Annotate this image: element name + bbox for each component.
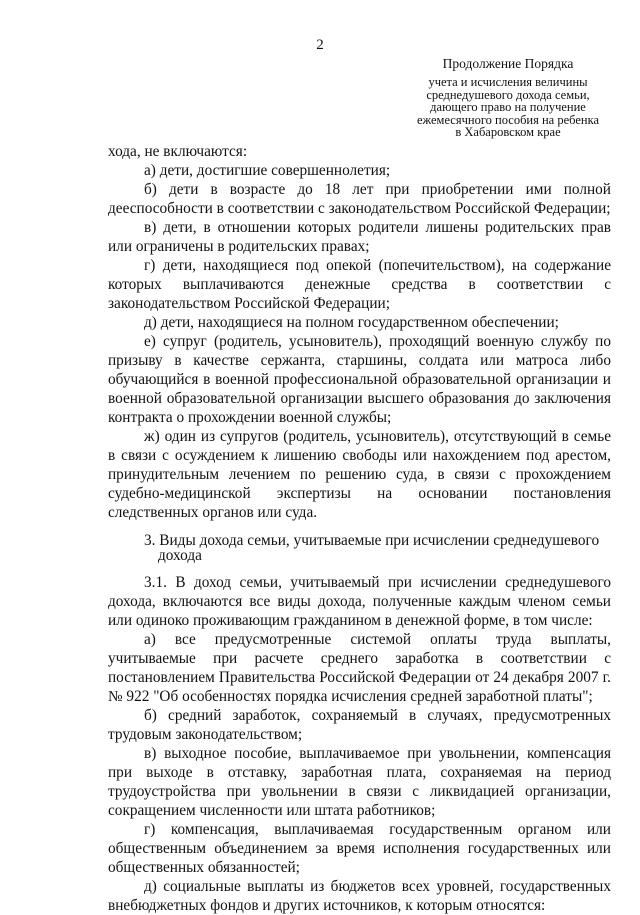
document-body bbox=[108, 142, 611, 915]
header-line: в Хабаровском крае bbox=[455, 125, 561, 139]
paragraph: г) дети, находящиеся под опекой (попечительством), на содержание которых выплачиваются денежные средства в соответствии с законодательством Российской Федерации; bbox=[108, 257, 611, 312]
paragraph: хода, не включаются: bbox=[108, 143, 248, 160]
header-line: среднедушевого дохода семьи, bbox=[426, 87, 590, 102]
section-heading bbox=[108, 533, 611, 563]
paragraph: а) все предусмотренные системой оплаты труда выплаты, учитываемые при расчете среднего заработка в соответствии с постановлением Правительства Российской Федерации от 24 декабря 2007 г. № 922 "Об особенностях порядка исчисления средней заработной платы"; bbox=[108, 631, 611, 705]
paragraph: в) дети, в отношении которых родители лишены родительских прав или ограничены в родительских правах; bbox=[108, 219, 611, 255]
section-heading-line: дохода bbox=[158, 547, 202, 564]
paragraph: а) дети, достигшие совершеннолетия; bbox=[144, 162, 391, 179]
paragraph: д) социальные выплаты из бюджетов всех уровней, государственных внебюджетных фондов и других источников, к которым относятся: bbox=[108, 878, 611, 914]
document-header bbox=[410, 56, 606, 139]
paragraph: 3.1. В доход семьи, учитываемый при исчислении среднедушевого дохода, включаются все виды дохода, полученные каждым членом семьи или одиноко проживающим гражданином в денежной форме, в том числе: bbox=[108, 574, 611, 629]
section-heading-line: 3. Виды дохода семьи, учитываемые при исчислении среднедушевого bbox=[144, 532, 600, 549]
paragraph: в) выходное пособие, выплачиваемое при увольнении, компенсация при выходе в отставку, заработная плата, сохраняемая на период трудоустройства при увольнении в связи с ликвидацией организации, сокращением численности или штата работников; bbox=[108, 745, 611, 819]
header-lines bbox=[410, 76, 606, 139]
paragraph: б) средний заработок, сохраняемый в случаях, предусмотренных трудовым законодательством; bbox=[108, 707, 611, 743]
paragraph: б) дети в возрасте до 18 лет при приобретении ими полной дееспособности в соответствии с законодательством Российской Федерации; bbox=[108, 181, 611, 217]
header-line: ежемесячного пособия на ребенка bbox=[416, 112, 600, 127]
paragraph: д) дети, находящиеся на полном государственном обеспечении; bbox=[144, 314, 559, 331]
header-title: Продолжение Порядка bbox=[442, 56, 574, 71]
header-line: дающего право на получение bbox=[430, 100, 586, 114]
header-line: учета и исчисления величины bbox=[428, 75, 588, 89]
paragraph: е) супруг (родитель, усыновитель), проходящий военную службу по призыву в качестве сержанта, старшины, солдата или матроса либо обучающийся в военной профессиональной образовательной организации и военной образовательной организации высшего образования до заключения контракта о прохождении военной службы; bbox=[108, 333, 611, 426]
paragraph: ж) один из супругов (родитель, усыновитель), отсутствующий в семье в связи с осуждением к лишению свободы или нахождением под арестом, принудительным лечением по решению суда, в связи с прохождением судебно-медицинской экспертизы на основании постановления следственных органов или суда. bbox=[108, 428, 611, 521]
page-number: 2 bbox=[316, 37, 324, 53]
paragraph: г) компенсация, выплачиваемая государственным органом или общественным объединением за время исполнения государственных или общественных обязанностей; bbox=[108, 821, 611, 876]
